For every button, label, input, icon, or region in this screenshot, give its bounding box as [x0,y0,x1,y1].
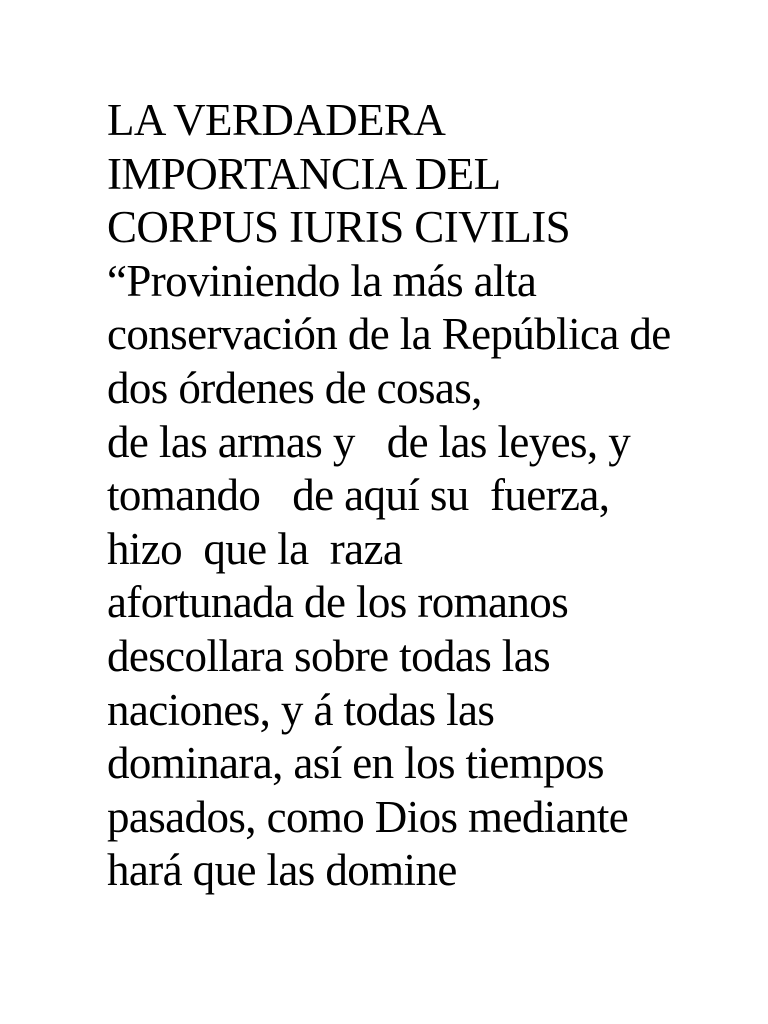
title-line: LA VERDADERA [107,95,446,145]
body-line: hizo que la raza [107,523,403,574]
body-line: tomando de aquí su fuerza, [107,470,610,521]
body-line: descollara sobre todas las [107,630,550,681]
body-line: conservación de la República de [107,309,671,360]
body-line: hará que las domine [107,845,457,896]
title-line: CORPUS IURIS CIVILIS [107,202,571,253]
body-line: dos órdenes de cosas, [107,362,482,413]
title-line: IMPORTANCIA DEL [107,148,501,199]
body-line: afortunada de los romanos [107,577,569,628]
body-line: de las armas y de las leyes, y [107,416,631,467]
body-line: naciones, y á todas las [107,684,495,735]
document-text [107,94,747,898]
body-line: “Proviniendo la más alta [107,255,537,306]
body-line: dominara, así en los tiempos [107,738,604,789]
body-line: pasados, como Dios mediante [107,791,629,842]
